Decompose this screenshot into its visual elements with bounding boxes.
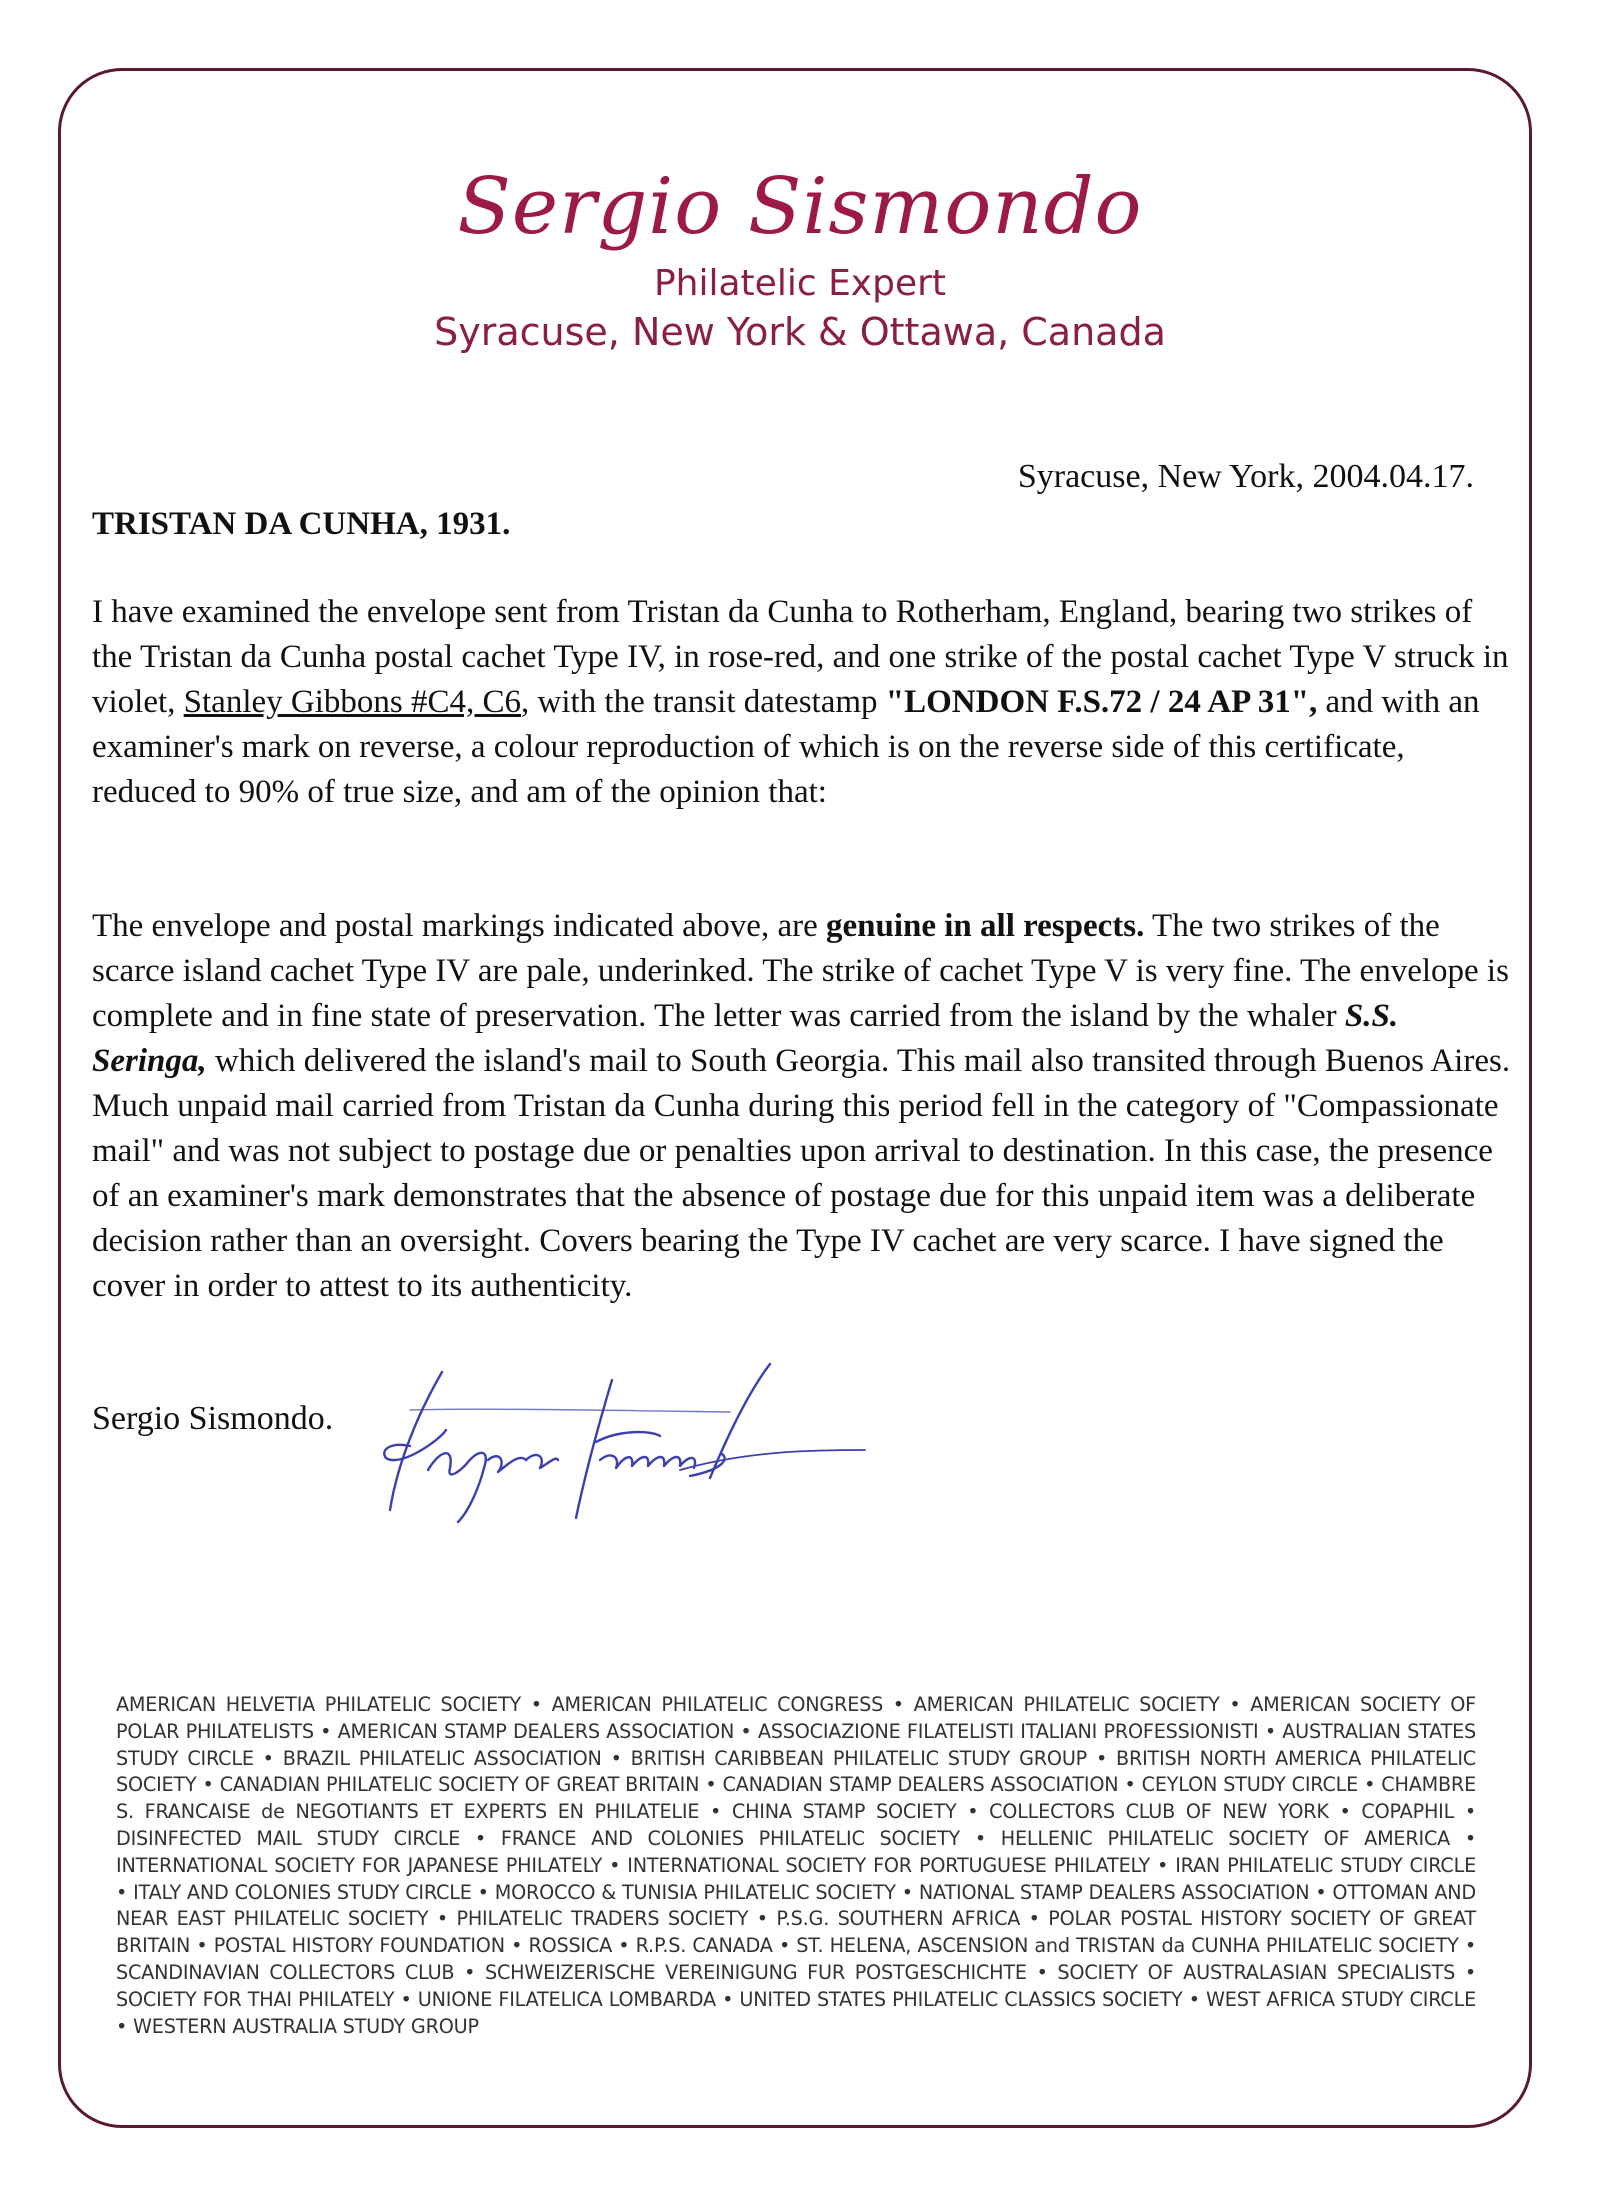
opinion-paragraph [92,904,1512,1309]
ship-name: S.S. Seringa, [92,998,1399,1079]
examination-paragraph [92,590,1512,815]
expert-name: Sergio Sismondo [457,162,1143,252]
p2-text-2: The two strikes of the scarce island cachet Type IV are pale, underinked. The strike of cachet Type V is very fine. The envelope is complete and in fine state of preservation. The letter was carried from the island by the whaler [92,908,1509,1034]
catalogue-reference: Stanley Gibbons #C4, C6 [183,684,522,720]
certificate-title: TRISTAN DA CUNHA, 1931. [92,506,511,542]
p2-text-1: The envelope and postal markings indicated above, are [92,908,826,944]
dateline: Syracuse, New York, 2004.04.17. [1017,458,1474,495]
transit-datestamp: "LONDON F.S.72 / 24 AP 31", [885,684,1318,720]
letterhead [0,162,1600,356]
p1-text-2: , with the transit datestamp [521,684,886,720]
affiliated-societies: AMERICAN HELVETIA PHILATELIC SOCIETY • AMERICAN PHILATELIC CONGRESS • AMERICAN PHILATELIC SOCIETY • AMERICAN SOCIETY OF POLAR PHILATELISTS • AMERICAN STAMP DEALERS ASSOCIATION • ASSOCIAZIONE FILATELISTI ITALIANI PROFESSIONISTI • AUSTRALIAN STATES STUDY CIRCLE • BRAZIL PHILATELIC ASSOCIATION • BRITISH CARIBBEAN PHILATELIC STUDY GROUP • BRITISH NORTH AMERICA PHILATELIC SOCIETY • CANADIAN PHILATELIC SOCIETY OF GREAT BRITAIN • CANADIAN STAMP DEALERS ASSOCIATION • CEYLON STUDY CIRCLE • CHAMBRE S. FRANCAISE de NEGOTIANTS ET EXPERTS EN PHILATELIE • CHINA STAMP SOCIETY • COLLECTORS CLUB OF NEW YORK • COPAPHIL • DISINFECTED MAIL STUDY CIRCLE • FRANCE AND COLONIES PHILATELIC SOCIETY • HELLENIC PHILATELIC SOCIETY OF AMERICA • INTERNATIONAL SOCIETY FOR JAPANESE PHILATELY • INTERNATIONAL SOCIETY FOR PORTUGUESE PHILATELY • IRAN PHILATELIC STUDY CIRCLE • ITALY AND COLONIES STUDY CIRCLE • MOROCCO & TUNISIA PHILATELIC SOCIETY • NATIONAL STAMP DEALERS ASSOCIATION • OTTOMAN AND NEAR EAST PHILATELIC SOCIETY • PHILATELIC TRADERS SOCIETY • P.S.G. SOUTHERN AFRICA • POLAR POSTAL HISTORY SOCIETY OF GREAT BRITAIN • POSTAL HISTORY FOUNDATION • ROSSICA • R.P.S. CANADA • ST. HELENA, ASCENSION and TRISTAN da CUNHA PHILATELIC SOCIETY • SCANDINAVIAN COLLECTORS CLUB • SCHWEIZERISCHE VEREINIGUNG FUR POSTGESCHICHTE • SOCIETY OF AUSTRALASIAN SPECIALISTS • SOCIETY FOR THAI PHILATELY • UNIONE FILATELICA LOMBARDA • UNITED STATES PHILATELIC CLASSICS SOCIETY • WEST AFRICA STUDY CIRCLE • WESTERN AUSTRALIA STUDY GROUP [116,1693,1476,2038]
p1-text-1: I have examined the envelope sent from Tristan da Cunha to Rotherham, England, bearing two strikes of the Tristan da Cunha postal cachet Type IV, in rose-red, and one strike of the postal cachet Type V struck in violet, [92,594,1509,720]
verdict: genuine in all respects. [825,908,1145,944]
signature [350,1350,870,1540]
p2-text-3: which delivered the island's mail to South Georgia. This mail also transited through Buenos Aires. Much unpaid mail carried from Tristan da Cunha during this period fell in the category of "Compassionate mail" and was not subject to postage due or penalties upon arrival to destination. In this case, the presence of an examiner's mark demonstrates that the absence of postage due for this unpaid item was a deliberate decision rather than an oversight. Covers bearing the Type IV cachet are very scarce. I have signed the cover in order to attest to its authenticity. [92,1043,1511,1304]
expert-role: Philatelic Expert [653,263,947,304]
expert-location: Syracuse, New York & Ottawa, Canada [434,310,1166,354]
signoff: Sergio Sismondo. [92,1400,334,1437]
p1-text-3: and with an examiner's mark on reverse, a colour reproduction of which is on the reverse side of this certificate, reduced to 90% of true size, and am of the opinion that: [92,684,1480,810]
